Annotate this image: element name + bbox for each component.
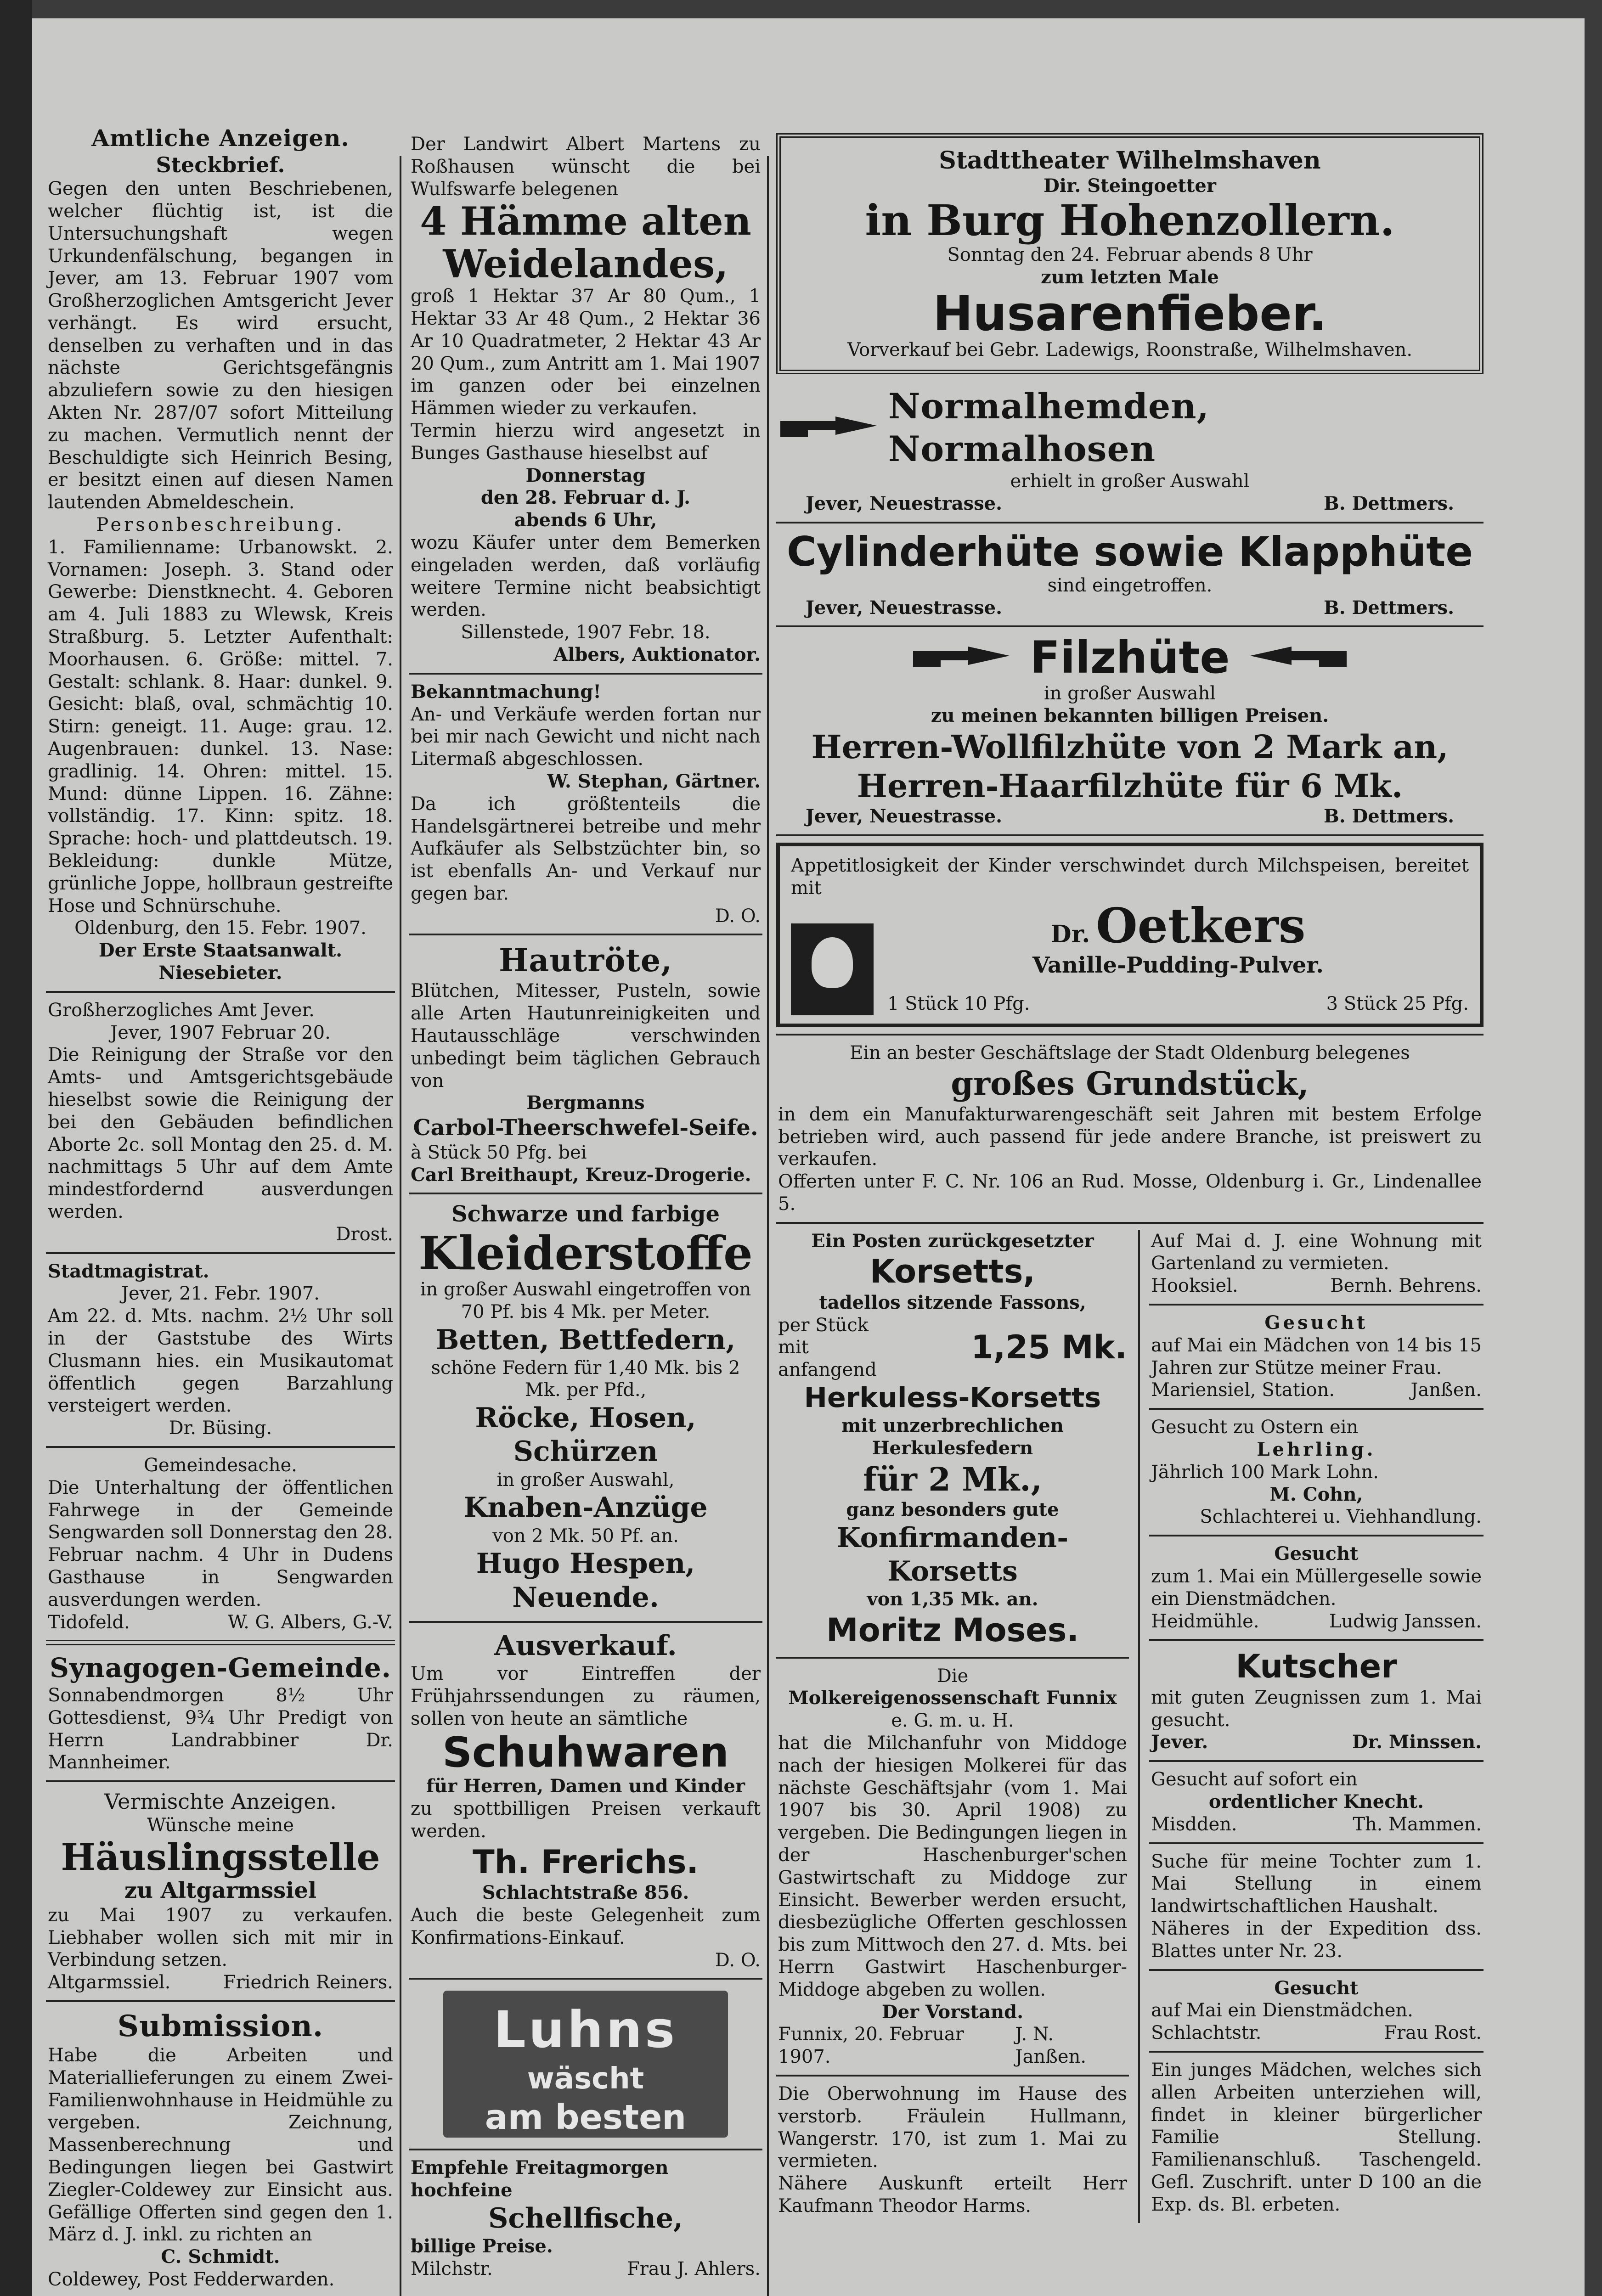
newspaper-page bbox=[32, 18, 1585, 2296]
luhns-logo-name: Luhns bbox=[493, 2000, 678, 2060]
ad-title: Gesucht bbox=[1274, 1977, 1359, 1999]
book-gutter bbox=[0, 0, 32, 2296]
ad-cylinderhuete bbox=[776, 530, 1484, 619]
column-divider bbox=[767, 156, 769, 2296]
ad-intro: Empfehle Freitagmorgen hochfeine bbox=[411, 2157, 669, 2201]
divider bbox=[1149, 1969, 1484, 1971]
ad-address: Jever, Neuestrasse. bbox=[806, 805, 1003, 827]
lower-split bbox=[776, 1230, 1484, 2223]
ad-headline: Cylinderhüte sowie Klapphüte bbox=[786, 528, 1473, 576]
ad-body: hat die Milchanfuhr von Middoge nach der hiesigen Molkerei für das nächste Geschäftsjahr (vom 1. Mai 1907 bis 30. April 1908) zu vergeben. Die Bedingungen liegen in der Haschenburger'schen Gastwirtschaft zu Middoge zur Einsicht. Bewerber werden ersucht, diesbezügliche Offerten geschlossen bis zum Mittwoch den 27. d. Mts. bei Herrn Gastwirt Haschenburger-Middoge abgeben zu wollen. bbox=[778, 1732, 1127, 2000]
ad-signature: Albers, Auktionator. bbox=[553, 643, 761, 665]
ad-synagoge bbox=[46, 1652, 395, 1774]
ad-signature: W. G. Albers, G.-V. bbox=[228, 1611, 393, 1633]
ad-headline: Knaben-Anzüge bbox=[463, 1491, 708, 1524]
ad-headline: Schuhwaren bbox=[442, 1728, 729, 1777]
ad-haemme bbox=[409, 133, 762, 666]
ad-headline: Weidelandes, bbox=[443, 241, 728, 287]
divider bbox=[1149, 1760, 1484, 1762]
ad-hautroete bbox=[409, 942, 762, 1186]
ad-signature: Frau J. Ahlers. bbox=[626, 2258, 761, 2279]
ad-signature: Dr. Minssen. bbox=[1352, 1731, 1482, 1753]
ad-oetker bbox=[776, 843, 1484, 1027]
divider bbox=[409, 1621, 762, 1623]
ad-intro: Der Landwirt Albert Martens zu Roßhausen wünscht die bei Wulfswarfe belegenen bbox=[411, 134, 761, 200]
luhns-logo-line: wäscht bbox=[527, 2061, 644, 2096]
ad-address: Milchstr. bbox=[411, 2258, 493, 2279]
divider bbox=[776, 2075, 1129, 2077]
ad-stadtmagistrat bbox=[46, 1261, 395, 1440]
ad-title: Bekanntmachung! bbox=[411, 681, 601, 703]
divider bbox=[409, 1978, 762, 1980]
ad-body: in dem ein Manufakturwarengeschäft seit Jahren mit bestem Erfolge betrieben wird, auch passend für jede andere Branche, ist preiswert zu verkaufen. bbox=[778, 1103, 1482, 1170]
ad-signature: Niesebieter. bbox=[158, 962, 282, 984]
pointing-hand-icon bbox=[911, 644, 1012, 672]
ad-description: 1. Familienname: Urbanowskt. 2. Vornamen: Joseph. 3. Stand oder Gewerbe: Dienstknecht. 4. Geboren am 4. Juli 1883 zu Wlewsk, Kreis Straßburg. 5. Letzter Aufenthalt: Moorhausen. 6. Größe: mittel. 7. Gestalt: schlank. 8. Haar: dunkel. 9. Gesicht: blaß, oval, schmächtig 10. Stirn: geneigt. 11. Auge: grau. 12. Augenbrauen: dunkel. 13. Nase: gradlinig. 14. Ohren: mittel. 15. Mund: dünne Lippen. 16. Zähne: vollständig. 17. Kinn: spitz. 18. Sprache: hoch- und plattdeutsch. 19. Bekleidung: dunkle Mütze, grünliche Joppe, hollbraun gestreifte Hose und Schnürschuhe. bbox=[48, 536, 393, 917]
ad-title: Großherzogliches Amt Jever. bbox=[48, 999, 315, 1021]
ad-body: Näheres in der Expedition dss. Blattes unter Nr. 23. bbox=[1151, 1918, 1482, 1962]
ad-body: Nähere Auskunft erteilt Herr Kaufmann Theodor Harms. bbox=[778, 2173, 1127, 2217]
ad-signature: Frau Rost. bbox=[1384, 2022, 1482, 2044]
ad-body: groß 1 Hektar 37 Ar 80 Qum., 1 Hektar 33 Ar 48 Qum., 2 Hektar 36 Ar 10 Quadratmeter, 2 Hektar 43 Ar 20 Qum., zum Antritt am 1. Mai 1907 im ganzen oder bei einzelnen Hämmen wieder zu verkaufen. bbox=[411, 286, 761, 419]
ad-price: von 1,35 Mk. an. bbox=[867, 1588, 1038, 1610]
ad-molkerei bbox=[776, 1665, 1129, 2068]
ad-body: mit guten Zeugnissen zum 1. Mai gesucht. bbox=[1151, 1687, 1482, 1731]
ad-subtitle: zu meinen bekannten billigen Preisen. bbox=[931, 704, 1329, 726]
ad-title: e. G. m. u. H. bbox=[891, 1710, 1014, 1732]
ad-signature: Schlachterei u. Viehhandlung. bbox=[1200, 1506, 1482, 1528]
ad-offer: Offerten unter F. C. Nr. 106 an Rud. Mosse, Oldenburg i. Gr., Lindenallee 5. bbox=[778, 1171, 1482, 1215]
ad-place: Heidmühle. bbox=[1151, 1610, 1259, 1632]
ad-signature: Moritz Moses. bbox=[826, 1611, 1079, 1649]
ad-tochter bbox=[1149, 1851, 1484, 1963]
ad-body: Die Reinigung der Straße vor den Amts- und Amtsgerichtsgebäude hieselbst sowie die Reinigung der bei den Gebäuden befindlichen Aborte 2c. soll Montag den 25. d. M. nachmittags 5 Uhr auf dem Amte mindestfordernd ausverdungen werden. bbox=[48, 1044, 393, 1222]
ad-body: An- und Verkäufe werden fortan nur bei mir nach Gewicht und nicht nach Litermaß abgeschlossen. bbox=[411, 703, 761, 770]
theater-title: Husarenfieber. bbox=[933, 286, 1327, 342]
ad-price: für 2 Mk., bbox=[863, 1460, 1042, 1498]
ad-subhead: Personbeschreibung. bbox=[96, 514, 345, 536]
divider bbox=[409, 2149, 762, 2150]
ad-title: Hautröte, bbox=[499, 942, 672, 979]
ad-line: in großer Auswahl, bbox=[496, 1469, 675, 1491]
ad-body: Sonnabendmorgen 8½ Uhr Gottesdienst, 9¾ Uhr Predigt von Herrn Landrabbiner Dr. Mannheimer. bbox=[48, 1685, 393, 1773]
ad-title: Synagogen-Gemeinde. bbox=[50, 1652, 391, 1684]
ad-headline: Röcke, Hosen, Schürzen bbox=[475, 1402, 696, 1468]
ad-signature: Hugo Hespen, Neuende. bbox=[476, 1548, 695, 1614]
ad-headline: großes Grundstück, bbox=[951, 1064, 1309, 1103]
ad-place: Altgarmssiel. bbox=[48, 1972, 171, 1993]
ad-location: zu Altgarmssiel bbox=[124, 1878, 317, 1904]
ad-subtitle: Schwarze und farbige bbox=[451, 1201, 720, 1227]
ad-title: Ausverkauf. bbox=[494, 1629, 677, 1662]
ad-signature: J. N. Janßen. bbox=[1015, 2024, 1087, 2068]
ad-signature: D. O. bbox=[715, 905, 761, 927]
ad-headline: Kutscher bbox=[1235, 1648, 1397, 1686]
ad-signature: B. Dettmers. bbox=[1323, 805, 1454, 827]
ad-body: Die Oberwohnung im Hause des verstorb. Fräulein Hullmann, Wangerstr. 170, ist zum 1. Mai zu vermieten. bbox=[778, 2083, 1127, 2172]
ad-kleiderstoffe bbox=[409, 1201, 762, 1614]
ad-signature: D. O. bbox=[715, 1949, 761, 1971]
ad-title: Steckbrief. bbox=[156, 152, 285, 177]
column-left bbox=[46, 124, 395, 2296]
ad-signature: Th. Frerichs. bbox=[473, 1843, 699, 1881]
ad-body: Ein junges Mädchen, welches sich allen Arbeiten unterziehen will, findet in kleiner bürgerlicher Familie Stellung. Familienanschluß. Taschengeld. Gefl. Zuschrift. unter D 100 an die Exp. ds. Bl. erbeten. bbox=[1151, 2059, 1482, 2215]
ad-title: Stadtmagistrat. bbox=[48, 1260, 209, 1282]
ad-body: Termin hierzu wird angesetzt in Bunges Gasthause hieselbst auf bbox=[411, 420, 761, 464]
ad-body: Gesucht auf sofort ein bbox=[1151, 1769, 1358, 1790]
ad-steckbrief bbox=[46, 124, 395, 985]
divider bbox=[46, 991, 395, 993]
ad-body: Da ich größtenteils die Handelsgärtnerei betreibe und mehr Aufkäufer als Selbstzüchter bin, so ist ebenfalls An- und Verkauf nur gegen bar. bbox=[411, 793, 761, 904]
section-header: Amtliche Anzeigen. bbox=[91, 124, 350, 152]
ad-note: Auch die beste Gelegenheit zum Konfirmations-Einkauf. bbox=[411, 1904, 761, 1948]
ad-headline: Normalhemden, Normalhosen bbox=[888, 386, 1209, 469]
ad-price: à Stück 50 Pfg. bei bbox=[411, 1142, 587, 1163]
ad-knecht bbox=[1149, 1768, 1484, 1835]
ad-signature: C. Schmidt. bbox=[161, 2246, 280, 2268]
ad-signature: Ludwig Janssen. bbox=[1329, 1610, 1482, 1632]
ad-amt-jever bbox=[46, 999, 395, 1246]
divider bbox=[46, 1780, 395, 1782]
ad-product: Carbol-Theerschwefel-Seife. bbox=[413, 1115, 758, 1141]
ad-headline: Betten, Bettfedern, bbox=[435, 1323, 736, 1356]
ad-body: auf Mai ein Dienstmädchen. bbox=[1151, 2000, 1413, 2021]
ad-maedchen bbox=[1149, 1312, 1484, 1401]
ad-intro: Appetitlosigkeit der Kinder verschwindet durch Milchspeisen, bereitet mit bbox=[791, 855, 1469, 899]
divider bbox=[1149, 2051, 1484, 2053]
ad-line: Herren-Wollfilzhüte von 2 Mark an, bbox=[811, 727, 1449, 766]
ad-body: Auf Mai d. J. eine Wohnung mit Gartenland zu vermieten. bbox=[1151, 1230, 1482, 1274]
divider bbox=[776, 625, 1484, 627]
ad-price: 3 Stück 25 Pfg. bbox=[1326, 993, 1469, 1014]
divider bbox=[46, 2000, 395, 2002]
column-divider bbox=[400, 156, 401, 2296]
ad-submission bbox=[46, 2009, 395, 2291]
ad-intro: Ein Posten zurückgesetzter bbox=[811, 1230, 1094, 1252]
ad-line: mit unzerbrechlichen Herkulesfedern bbox=[841, 1415, 1064, 1459]
ad-price: 1,25 Mk. bbox=[971, 1328, 1127, 1367]
ad-line: schöne Federn für 1,40 Mk. bis 2 Mk. per Pfd., bbox=[431, 1357, 740, 1401]
ad-intro: Wünsche meine bbox=[147, 1815, 294, 1836]
ad-date: Oldenburg, den 15. Febr. 1907. bbox=[74, 917, 367, 939]
ad-dienstmaedchen bbox=[1149, 1977, 1484, 2044]
ad-time: abends 6 Uhr, bbox=[514, 509, 657, 531]
ad-headline: Filzhüte bbox=[1030, 632, 1230, 684]
ad-theater bbox=[776, 133, 1484, 374]
divider bbox=[46, 1640, 395, 1645]
ad-place: Jever. bbox=[1151, 1731, 1208, 1753]
divider bbox=[409, 1193, 762, 1194]
divider bbox=[46, 1446, 395, 1448]
divider bbox=[776, 522, 1484, 523]
ad-line: für Herren, Damen und Kinder bbox=[426, 1775, 745, 1797]
ad-signature: W. Stephan, Gärtner. bbox=[547, 770, 761, 792]
ad-signature: Der Erste Staatsanwalt. bbox=[98, 940, 343, 962]
ad-date: Jever, 21. Febr. 1907. bbox=[121, 1283, 320, 1305]
ad-title: Gemeindesache. bbox=[144, 1454, 297, 1476]
ad-day: Donnerstag bbox=[525, 464, 646, 486]
ad-headline: Häuslingsstelle bbox=[61, 1835, 380, 1879]
ad-place: Tidofeld. bbox=[48, 1611, 130, 1633]
ad-address: Jever, Neuestrasse. bbox=[806, 493, 1003, 515]
ad-body: Gegen den unten Beschriebenen, welcher flüchtig ist, ist die Untersuchungshaft wegen Urkundenfälschung, begangen in Jever, am 13. Februar 1907 vom Großherzoglichen Amtsgericht Jever verhängt. Es wird ersucht, denselben zu verhaften und in das nächste Gerichtsgefängnis abzuliefern sowie zu den hiesigen Akten Nr. 287/07 sofort Mitteilung zu machen. Vermutlich nennt der Beschuldigte sich Heinrich Besing, er besitzt einen auf diesen Namen lautenden Abmeldeschein. bbox=[48, 178, 393, 513]
ad-haeuslingsstelle bbox=[46, 1789, 395, 1994]
ad-place: Misdden. bbox=[1151, 1813, 1237, 1835]
ad-body: Suche für meine Tochter zum 1. Mai Stellung in einem landwirtschaftlichen Haushalt. bbox=[1151, 1851, 1482, 1917]
ad-body: zum 1. Mai ein Müllergeselle sowie ein Dienstmädchen. bbox=[1151, 1566, 1482, 1609]
silhouette-portrait bbox=[791, 923, 874, 1015]
divider bbox=[1149, 1304, 1484, 1306]
ad-wohnung bbox=[1149, 1230, 1484, 1297]
theater-director: Dir. Steingoetter bbox=[1044, 175, 1216, 197]
luhns-logo bbox=[443, 1991, 728, 2138]
ad-title: Die bbox=[936, 1665, 969, 1687]
ad-normalhemden bbox=[776, 385, 1484, 515]
ad-headline: Kleiderstoffe bbox=[418, 1226, 753, 1280]
pointing-hand-icon bbox=[1248, 644, 1349, 672]
divider bbox=[409, 673, 762, 675]
theater-presale: Vorverkauf bei Gebr. Ladewigs, Roonstraße, Wilhelmshaven. bbox=[847, 339, 1413, 361]
ad-signature: Bernh. Behrens. bbox=[1330, 1275, 1482, 1297]
ad-date: den 28. Februar d. J. bbox=[480, 487, 691, 509]
ad-subtitle: sind eingetroffen. bbox=[1047, 574, 1213, 596]
ad-signature: B. Dettmers. bbox=[1323, 597, 1454, 619]
ad-body: Die Unterhaltung der öffentlichen Fahrwege in der Gemeinde Sengwarden soll Donnerstag den 28. Februar nachm. 4 Uhr in Dudens Gasthause in Sengwarden ausverdungen werden. bbox=[48, 1477, 393, 1610]
ad-signature: Der Vorstand. bbox=[881, 2001, 1024, 2023]
ad-signature: B. Dettmers. bbox=[1323, 493, 1454, 515]
ad-body: Gesucht zu Ostern ein bbox=[1151, 1417, 1359, 1438]
section-header: Vermischte Anzeigen. bbox=[104, 1789, 337, 1814]
theater-name: Stadttheater Wilhelmshaven bbox=[939, 146, 1321, 174]
ad-line: von 2 Mk. 50 Pf. an. bbox=[492, 1525, 679, 1547]
divider bbox=[776, 1034, 1484, 1035]
divider bbox=[1149, 1639, 1484, 1641]
ad-line: in großer Auswahl eingetroffen von 70 Pf. bis 4 Mk. per Meter. bbox=[420, 1278, 751, 1322]
divider bbox=[1149, 1842, 1484, 1844]
theater-play: in Burg Hohenzollern. bbox=[865, 196, 1395, 246]
divider bbox=[409, 934, 762, 935]
ad-body: zu spottbilligen Preisen verkauft werden. bbox=[411, 1798, 761, 1842]
theater-note: zum letzten Male bbox=[1041, 266, 1219, 288]
ad-junges-maedchen bbox=[1149, 2059, 1484, 2216]
ad-title-prefix: Dr. bbox=[1050, 920, 1090, 948]
ad-address: Coldewey, Post Fedderwarden. bbox=[48, 2268, 335, 2290]
ad-body: Blütchen, Mitesser, Pusteln, sowie alle Arten Hautunreinigkeiten und Hautausschläge verschwinden unbedingt beim täglichen Gebrauch von bbox=[411, 980, 761, 1092]
ad-subtitle: erhielt in großer Auswahl bbox=[1010, 471, 1250, 492]
ad-body: Habe die Arbeiten und Materiallieferungen zu einem Zwei-Familienwohnhause in Heidmühle zu vergeben. Zeichnung, Massenberechnung und Bedingungen liegen bei Gastwirt Ziegler-Coldewey zur Einsicht aus. Gefällige Offerten sind gegen den 1. März d. J. inkl. zu richten an bbox=[48, 2044, 393, 2245]
ad-date: Jever, 1907 Februar 20. bbox=[110, 1022, 331, 1043]
ad-kutscher bbox=[1149, 1647, 1484, 1754]
divider bbox=[1149, 1408, 1484, 1410]
ad-lehrling bbox=[1149, 1416, 1484, 1528]
ad-ausverkauf bbox=[409, 1629, 762, 1972]
ad-brand: Bergmanns bbox=[526, 1092, 645, 1114]
divider bbox=[46, 1252, 395, 1254]
ad-title: Submission. bbox=[117, 2009, 324, 2043]
ad-line: ganz besonders gute bbox=[846, 1499, 1059, 1521]
ad-body: Am 22. d. Mts. nachm. 2½ Uhr soll in der Gaststube des Wirts Clusmann hies. ein Musikautomat öffentlich gegen Barzahlung versteigert werden. bbox=[48, 1306, 393, 1417]
ad-body: Jährlich 100 Mark Lohn. bbox=[1151, 1461, 1379, 1483]
luhns-logo-line: am besten bbox=[485, 2097, 687, 2137]
lower-right bbox=[1140, 1230, 1484, 2223]
ad-headline: 4 Hämme alten bbox=[420, 198, 751, 244]
ad-signature: M. Cohn, bbox=[1269, 1483, 1363, 1505]
ad-signature: Friedrich Reiners. bbox=[223, 1972, 393, 1993]
ad-korsetts bbox=[776, 1230, 1129, 1650]
ad-title: ordentlicher Knecht. bbox=[1208, 1791, 1424, 1813]
ad-body: auf Mai ein Mädchen von 14 bis 15 Jahren zur Stütze meiner Frau. bbox=[1151, 1334, 1482, 1379]
ad-title: Gesucht bbox=[1274, 1543, 1359, 1565]
ad-headline: Herkuless-Korsetts bbox=[804, 1382, 1101, 1414]
ad-body: zu Mai 1907 zu verkaufen. Liebhaber wollen sich mit mir in Verbindung setzen. bbox=[48, 1904, 393, 1971]
theater-date: Sonntag den 24. Februar abends 8 Uhr bbox=[947, 244, 1313, 266]
ad-line: per Stück mit anfangend bbox=[778, 1314, 877, 1381]
ad-signature: Th. Mammen. bbox=[1353, 1813, 1482, 1835]
ad-body: wozu Käufer unter dem Bemerken eingeladen werden, daß vorläufig weitere Termine nicht beabsichtigt werden. bbox=[411, 532, 761, 621]
ad-signature: Dr. Büsing. bbox=[169, 1418, 272, 1439]
ad-place: Schlachtstr. bbox=[1151, 2022, 1262, 2044]
ad-bekanntmachung bbox=[409, 681, 762, 928]
column-middle bbox=[409, 133, 762, 2286]
ad-muellergeselle bbox=[1149, 1543, 1484, 1632]
ad-address: Schlachtstraße 856. bbox=[482, 1882, 689, 1904]
ad-price: billige Preise. bbox=[411, 2235, 553, 2257]
ad-line: Herren-Haarfilzhüte für 6 Mk. bbox=[857, 767, 1403, 805]
ad-title: Lehrling. bbox=[1257, 1439, 1376, 1461]
ad-gemeindesache bbox=[46, 1454, 395, 1633]
ad-headline: Oetkers bbox=[1096, 897, 1306, 954]
ad-product: Vanille-Pudding-Pulver. bbox=[1032, 952, 1324, 979]
ad-seller: Carl Breithaupt, Kreuz-Drogerie. bbox=[411, 1164, 751, 1186]
ad-body: Um vor Eintreffen der Frühjahrssendungen zu räumen, sollen von heute an sämtliche bbox=[411, 1663, 761, 1729]
ad-title: Molkereigenossenschaft Funnix bbox=[788, 1687, 1117, 1709]
ad-signature: Drost. bbox=[336, 1223, 393, 1245]
ad-schellfische bbox=[409, 2157, 762, 2280]
ad-intro: Ein an bester Geschäftslage der Stadt Oldenburg belegenes bbox=[850, 1042, 1410, 1064]
ad-headline: Konfirmanden-Korsetts bbox=[836, 1522, 1069, 1588]
ad-grundstueck bbox=[776, 1042, 1484, 1216]
ad-date: Funnix, 20. Februar 1907. bbox=[778, 2024, 964, 2068]
lower-left bbox=[776, 1230, 1140, 2223]
divider bbox=[776, 834, 1484, 836]
ad-price: 1 Stück 10 Pfg. bbox=[887, 993, 1030, 1014]
divider bbox=[776, 1657, 1129, 1659]
ad-address: Jever, Neuestrasse. bbox=[806, 597, 1003, 619]
ad-title: Gesucht bbox=[1264, 1312, 1368, 1334]
ad-place: Sillenstede, 1907 Febr. 18. bbox=[461, 622, 711, 643]
ad-signature: Janßen. bbox=[1410, 1379, 1482, 1401]
pointing-hand-icon bbox=[778, 414, 879, 442]
ad-filzhuete bbox=[776, 634, 1484, 828]
ad-line: tadellos sitzende Fassons, bbox=[819, 1291, 1086, 1313]
ad-headline: Korsetts, bbox=[870, 1253, 1035, 1291]
ad-place: Hooksiel. bbox=[1151, 1275, 1238, 1297]
ad-place: Mariensiel, Station. bbox=[1151, 1379, 1335, 1401]
ad-headline: Schellfische, bbox=[488, 2202, 683, 2234]
ad-subtitle: in großer Auswahl bbox=[1044, 683, 1216, 704]
divider bbox=[776, 1222, 1484, 1224]
ad-oberwohnung bbox=[776, 2083, 1129, 2217]
column-right bbox=[776, 133, 1484, 2223]
divider bbox=[1149, 1535, 1484, 1536]
